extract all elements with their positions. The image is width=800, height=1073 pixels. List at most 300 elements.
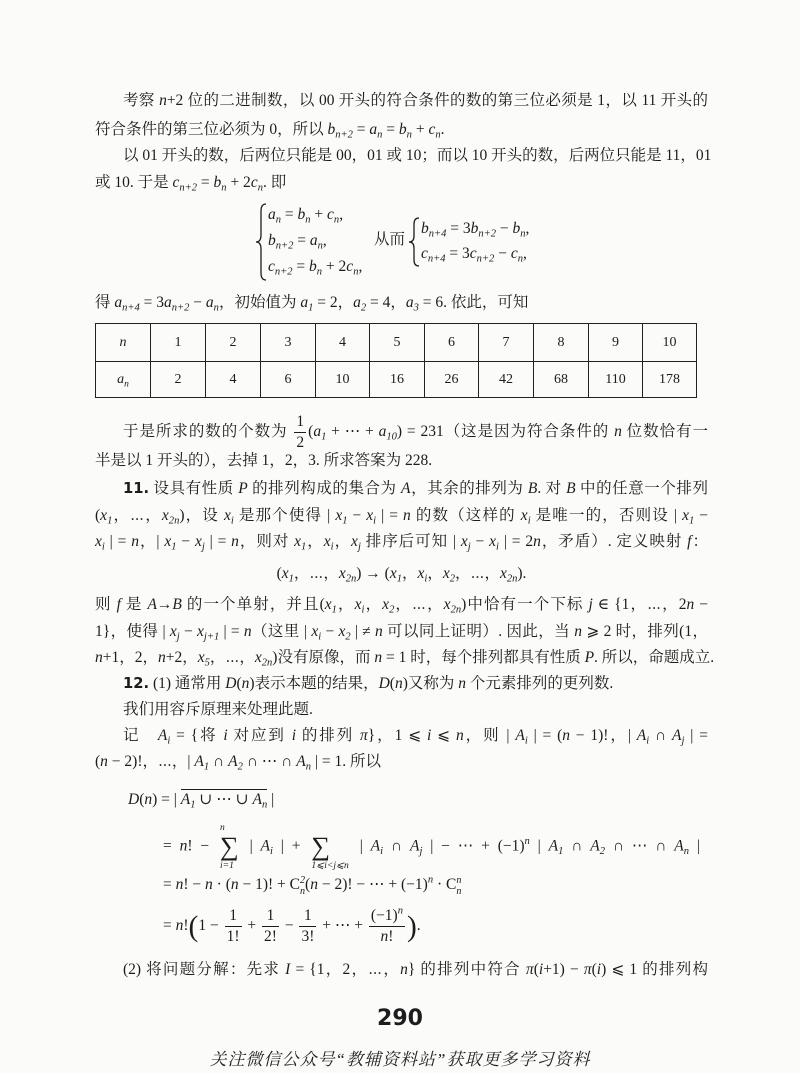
text-run: − xyxy=(694,596,708,613)
table-body xyxy=(96,324,764,398)
text-run: | = xyxy=(376,507,404,524)
subscript: i xyxy=(527,515,531,527)
summation-lower-limit: 1⩽i<j⩽n xyxy=(311,859,349,871)
text-run: 是唯一的，否则设 | xyxy=(530,507,683,524)
text-run: ⩽ xyxy=(431,727,456,744)
math-variable: A xyxy=(590,837,600,855)
text-run: ，⋯， xyxy=(112,507,162,524)
text-run: ). xyxy=(517,565,527,582)
summation-lower-limit: i=1 xyxy=(219,859,234,871)
text-line xyxy=(95,531,708,553)
text-line xyxy=(95,292,708,314)
subscript: 1 xyxy=(288,573,294,585)
math-variable: c xyxy=(346,258,354,275)
text-run: (−1) xyxy=(370,907,398,924)
subscript: 1 xyxy=(301,541,307,553)
math-variable: n xyxy=(179,837,188,855)
display-formula xyxy=(163,907,421,946)
math-variable: x xyxy=(417,565,425,582)
math-variable: a xyxy=(300,294,309,311)
text-run: , xyxy=(522,245,527,262)
text-run: = xyxy=(163,837,180,855)
text-line xyxy=(95,594,708,616)
text-run: ，⋯， xyxy=(394,596,444,613)
subscript: i xyxy=(330,541,334,553)
math-variable: a xyxy=(369,121,378,138)
text-run: | − ⋯ + (−1) xyxy=(422,837,525,855)
math-variable: i xyxy=(596,961,602,978)
math-variable: n xyxy=(231,533,239,550)
math-variable: n xyxy=(455,727,464,744)
text-run: 的数（这样的 xyxy=(410,507,521,524)
left-brace-symbol xyxy=(408,217,420,267)
math-variable: n xyxy=(400,961,408,978)
text-run: , xyxy=(322,232,327,249)
text-run: = 6. 依此，可知 xyxy=(418,294,529,311)
text-run: ! xyxy=(388,927,394,945)
subscript: 1 xyxy=(107,515,113,527)
text-run: , xyxy=(358,258,363,275)
math-variable: n xyxy=(614,422,622,440)
math-variable: A xyxy=(515,727,525,744)
display-formula xyxy=(95,563,708,585)
text-run: ) ⩽ 1 的排列构 xyxy=(601,961,708,978)
math-variable: x xyxy=(161,507,169,524)
text-run: } 的排列中符合 xyxy=(407,961,526,978)
math-variable: a xyxy=(205,294,214,311)
math-variable: A xyxy=(157,727,168,744)
text-run: 1 xyxy=(296,413,305,430)
math-variable: P xyxy=(584,649,595,666)
subscript: j xyxy=(681,735,685,747)
text-run: | xyxy=(351,837,371,855)
math-variable: n xyxy=(458,675,466,692)
summation xyxy=(220,823,239,871)
superscript: n xyxy=(524,836,530,848)
text-run: ∩ xyxy=(383,837,410,855)
text-run: = xyxy=(293,232,310,249)
subscript: 1 xyxy=(396,573,402,585)
subscript: n xyxy=(213,302,219,314)
text-line xyxy=(95,119,708,141)
text-run: ( xyxy=(276,565,282,582)
math-variable: n xyxy=(100,753,108,770)
math-variable: x xyxy=(164,533,172,550)
table-cell: 6 xyxy=(425,324,479,362)
text-line xyxy=(95,172,708,194)
math-variable: x xyxy=(254,649,262,666)
subscript: n+4 xyxy=(428,228,447,240)
text-run: 1}，使得 | xyxy=(95,623,170,640)
text-run: 2 xyxy=(296,433,305,451)
subscript: j xyxy=(176,631,180,643)
math-variable: D xyxy=(225,675,237,692)
text-run: 记 xyxy=(123,727,158,744)
subscript: n+2 xyxy=(179,182,198,194)
math-variable: A xyxy=(180,791,191,808)
subscript: n xyxy=(456,885,462,897)
fraction xyxy=(225,907,242,946)
math-variable: A xyxy=(674,837,684,855)
text-run: | = 1. 所以 xyxy=(310,753,381,770)
math-variable: n xyxy=(175,876,184,893)
big-parenthesis: ( xyxy=(188,910,199,943)
math-variable: a xyxy=(268,206,276,223)
math-variable: b xyxy=(297,206,306,223)
math-variable: b xyxy=(268,232,276,249)
fraction xyxy=(299,907,316,946)
math-variable: x xyxy=(382,596,390,613)
math-variable: b xyxy=(421,220,429,237)
text-run: ，则 | xyxy=(463,727,516,744)
text-run: . 所以，命题成立. xyxy=(594,649,715,666)
subscript: i xyxy=(101,541,105,553)
fraction-numerator xyxy=(294,413,306,433)
subscript: 1 xyxy=(308,302,314,314)
text-run: +1，2， xyxy=(102,649,158,666)
problem-number: 12. xyxy=(123,675,150,692)
text-run: ( xyxy=(308,422,314,440)
text-run: · ( xyxy=(212,876,231,893)
text-run: 1 xyxy=(304,907,312,924)
subscript: n+2 xyxy=(476,253,495,265)
text-run: ∩ ⋯ ∩ xyxy=(242,753,297,770)
math-variable: x xyxy=(489,533,497,550)
math-variable: n xyxy=(158,649,166,666)
text-run: − xyxy=(321,623,339,640)
superscript: n xyxy=(456,875,462,887)
text-line xyxy=(123,699,708,721)
text-run: 可以同上证明）. 因此，当 xyxy=(382,623,575,640)
math-variable: n xyxy=(205,876,213,893)
math-variable: D xyxy=(128,791,140,808)
table-cell: 178 xyxy=(643,362,697,398)
text-line xyxy=(123,725,708,747)
math-variable: a xyxy=(114,294,123,311)
text-run: − 1)! + C xyxy=(238,876,301,893)
table-cell: 1 xyxy=(151,324,206,362)
text-run: 则 xyxy=(95,596,117,613)
subscript: 1 xyxy=(171,541,177,553)
text-line xyxy=(95,751,708,773)
text-run: | xyxy=(241,837,261,855)
text-run: ) = | xyxy=(152,791,181,808)
text-run: ，初始值为 xyxy=(218,294,301,311)
math-variable: a xyxy=(313,422,322,440)
subscript: i xyxy=(496,541,499,553)
text-run: 个元素排列的更列数. xyxy=(466,675,614,692)
display-formula xyxy=(163,874,461,897)
subscript: n xyxy=(124,378,129,389)
text-run: = xyxy=(292,258,310,275)
math-variable: P xyxy=(238,480,248,497)
math-variable: x xyxy=(323,533,331,550)
text-run: − xyxy=(470,533,490,550)
subscript: n xyxy=(435,129,441,141)
system-equation xyxy=(268,204,343,226)
text-run: − 2)!，⋯，| xyxy=(107,753,195,770)
math-variable: x xyxy=(366,507,374,524)
text-run: ， xyxy=(306,533,324,550)
math-variable: x xyxy=(95,533,102,550)
math-variable: b xyxy=(327,121,336,138)
text-run: 1! xyxy=(226,927,240,945)
text-run: )没有原像，而 xyxy=(272,649,375,666)
system-equation xyxy=(268,256,362,278)
subscript: 1 xyxy=(321,431,327,443)
math-variable: x xyxy=(311,623,319,640)
math-variable: A xyxy=(296,753,306,770)
math-variable: b xyxy=(470,220,479,237)
text-run: 排序后可知 | xyxy=(360,533,461,550)
math-variable: B xyxy=(527,480,538,497)
subscript: 2 xyxy=(345,631,351,643)
text-run: ∩ xyxy=(563,837,591,855)
text-run: + xyxy=(310,206,328,223)
text-run: . xyxy=(440,121,445,138)
subscript: 2n xyxy=(261,657,273,669)
math-variable: b xyxy=(398,121,407,138)
subscript: j+1 xyxy=(203,631,220,643)
table-cell: 6 xyxy=(261,362,316,398)
text-run: = 2， xyxy=(313,294,354,311)
overline-group xyxy=(180,789,268,811)
math-variable: A xyxy=(370,837,381,855)
text-run: ，其余的排列为 xyxy=(410,480,528,497)
problem-12-line xyxy=(123,673,708,695)
summation-symbol: ∑ xyxy=(219,832,239,861)
math-variable: A xyxy=(636,727,647,744)
text-run: 于是所求的数的个数为 xyxy=(123,422,293,440)
subscript: 1 xyxy=(331,604,337,616)
math-variable: n xyxy=(533,533,541,550)
text-run: , xyxy=(339,206,344,223)
fraction-denominator xyxy=(262,927,279,946)
math-variable: A xyxy=(194,753,204,770)
math-variable: a xyxy=(353,294,361,311)
text-run: ( xyxy=(533,961,539,978)
subscript: n xyxy=(517,253,523,265)
subscript: j xyxy=(201,541,205,553)
text-line xyxy=(95,621,708,643)
text-run: 符合条件的第三位必须为 0，所以 xyxy=(95,121,328,138)
text-run: )表示本题的结果， xyxy=(249,675,379,692)
subscript: i xyxy=(373,515,377,527)
text-run: )中恰有一个下标 xyxy=(461,596,589,613)
text-run: . 即 xyxy=(262,174,287,191)
math-variable: n xyxy=(175,916,184,934)
page-number: 290 xyxy=(377,1006,423,1031)
math-variable: x xyxy=(499,565,507,582)
subscript: n xyxy=(257,182,263,194)
text-line xyxy=(123,413,708,452)
summation-symbol: ∑ xyxy=(311,832,331,861)
subscript: i xyxy=(424,573,428,585)
math-variable: n xyxy=(403,507,411,524)
math-variable: a xyxy=(164,294,172,311)
problem-11-line xyxy=(123,478,708,500)
display-formula xyxy=(163,823,700,871)
text-run: ∪ ⋯ ∪ xyxy=(195,791,253,808)
text-run: − xyxy=(179,623,198,640)
text-run: ，矛盾）. 定义映射 xyxy=(540,533,688,550)
subscript: n xyxy=(333,214,340,226)
math-variable: i xyxy=(427,727,432,744)
text-run: ，⋯， xyxy=(293,565,339,582)
subscript: n xyxy=(406,129,412,141)
math-variable: c xyxy=(268,258,275,275)
fraction-numerator xyxy=(225,907,242,927)
math-variable: B xyxy=(566,480,576,497)
text-run: ( xyxy=(95,507,101,524)
subscript: 3 xyxy=(413,302,419,314)
text-run: . xyxy=(416,916,421,934)
table-row-label xyxy=(96,324,151,362)
subscript: n+2 xyxy=(335,129,353,141)
text-run: ! xyxy=(183,916,189,934)
fraction-numerator xyxy=(262,907,279,927)
text-run: | ≠ xyxy=(350,623,376,640)
math-variable: A xyxy=(252,791,262,808)
subscript: i xyxy=(524,735,528,747)
summation-upper-limit: n xyxy=(219,822,225,833)
text-run: 1 xyxy=(266,907,275,924)
system-connector: 从而 xyxy=(374,231,406,248)
subscript: n xyxy=(317,240,323,252)
text-run: ) = 231（这是因为符合条件的 xyxy=(396,422,615,440)
text-run: 考察 xyxy=(123,92,160,109)
subscript: n xyxy=(275,214,282,226)
superscript: 2 xyxy=(300,875,306,887)
text-run: − xyxy=(280,916,298,934)
text-run: = {将 xyxy=(170,727,224,744)
text-run: ， xyxy=(364,596,383,613)
fraction-numerator xyxy=(299,907,316,927)
subscript: n xyxy=(316,266,323,278)
text-run: − xyxy=(694,507,708,524)
fraction xyxy=(294,413,306,452)
subscript: n xyxy=(261,799,268,811)
subscript: n xyxy=(353,266,359,278)
subscript: j xyxy=(419,846,423,858)
text-run: ，| xyxy=(138,533,165,550)
math-variable: x xyxy=(281,565,289,582)
math-variable: n xyxy=(394,675,403,692)
system-equation xyxy=(421,218,529,240)
problem-number: 11. xyxy=(123,480,150,497)
math-variable: A xyxy=(409,837,420,855)
subscript: 1 xyxy=(558,846,564,858)
subscript: n xyxy=(377,129,383,141)
text-run: 半是以 1 开头的），去掉 1，2，3. 所求答案为 228. xyxy=(95,452,433,469)
table-cell: 68 xyxy=(534,362,589,398)
math-variable: n xyxy=(144,791,153,808)
math-variable: x xyxy=(338,623,346,640)
subscript: i xyxy=(380,846,384,858)
math-variable: n xyxy=(686,596,695,613)
math-variable: A xyxy=(228,753,238,770)
text-run: ∩ xyxy=(649,727,673,744)
text-run: ) → ( xyxy=(356,565,390,582)
text-run: = xyxy=(382,121,399,138)
subscript: n xyxy=(305,761,311,773)
math-variable: x xyxy=(442,565,450,582)
math-variable: c xyxy=(327,206,334,223)
subscript: n xyxy=(520,228,526,240)
text-run: 设具有性质 xyxy=(149,480,239,497)
text-run: 的排列构成的集合为 xyxy=(247,480,402,497)
subscript: i xyxy=(646,735,650,747)
math-variable: b xyxy=(512,220,521,237)
text-run: +1) − xyxy=(543,961,584,978)
math-variable: n xyxy=(310,876,318,893)
text-run: | = ( xyxy=(527,727,563,744)
display-formula xyxy=(128,789,274,811)
text-run: ， xyxy=(402,565,418,582)
text-run: 或 10. 于是 xyxy=(95,174,173,191)
text-run: ( xyxy=(389,675,395,692)
text-run: ( xyxy=(305,876,311,893)
text-line xyxy=(95,505,708,527)
math-variable: c xyxy=(250,174,258,191)
subscript: 1 xyxy=(688,515,695,527)
table-cell: 8 xyxy=(534,324,589,362)
math-variable: A xyxy=(401,480,411,497)
fraction xyxy=(369,907,405,946)
text-run: = 3 xyxy=(445,245,470,262)
math-variable: n xyxy=(574,623,583,640)
text-run: ! − xyxy=(187,837,217,855)
text-run: = xyxy=(197,174,214,191)
subscript: 2 xyxy=(449,573,456,585)
text-run: = {1，2，⋯， xyxy=(290,961,401,978)
math-variable: x xyxy=(351,533,358,550)
text-run: ! − xyxy=(183,876,206,893)
text-run: − xyxy=(189,294,206,311)
math-variable: π xyxy=(360,727,368,744)
text-run: | xyxy=(689,837,700,855)
table-cell: 3 xyxy=(261,324,316,362)
math-variable: n xyxy=(159,92,167,109)
text-run: | = xyxy=(684,727,708,744)
text-run: ∩ ⋯ ∩ xyxy=(605,837,675,855)
text-run: ∩ xyxy=(209,753,229,770)
subscript: 10 xyxy=(386,431,397,443)
text-line xyxy=(95,450,708,472)
text-run: 1 − xyxy=(198,916,223,934)
subscript: i xyxy=(230,515,234,527)
math-variable: x xyxy=(354,596,362,613)
table-cell: 42 xyxy=(479,362,534,398)
math-variable: x xyxy=(520,507,528,524)
table-row-label xyxy=(96,362,151,398)
text-run: | = xyxy=(219,623,244,640)
text-run: 是那个使得 | xyxy=(233,507,336,524)
text-run: ( xyxy=(95,753,101,770)
subscript: n+4 xyxy=(427,253,446,265)
math-variable: x xyxy=(169,623,177,640)
text-run: − xyxy=(496,220,513,237)
text-run: (2) 将问题分解：先求 xyxy=(123,961,286,978)
text-run: = 3 xyxy=(446,220,471,237)
math-variable: x xyxy=(682,507,689,524)
subscript: n xyxy=(221,182,227,194)
math-variable: D xyxy=(378,675,390,692)
math-variable: π xyxy=(583,961,592,978)
footer-note: 关注微信公众号“教辅资料站”获取更多学习资料 xyxy=(209,1050,591,1069)
math-variable: j xyxy=(588,596,593,613)
math-variable: π xyxy=(525,961,534,978)
